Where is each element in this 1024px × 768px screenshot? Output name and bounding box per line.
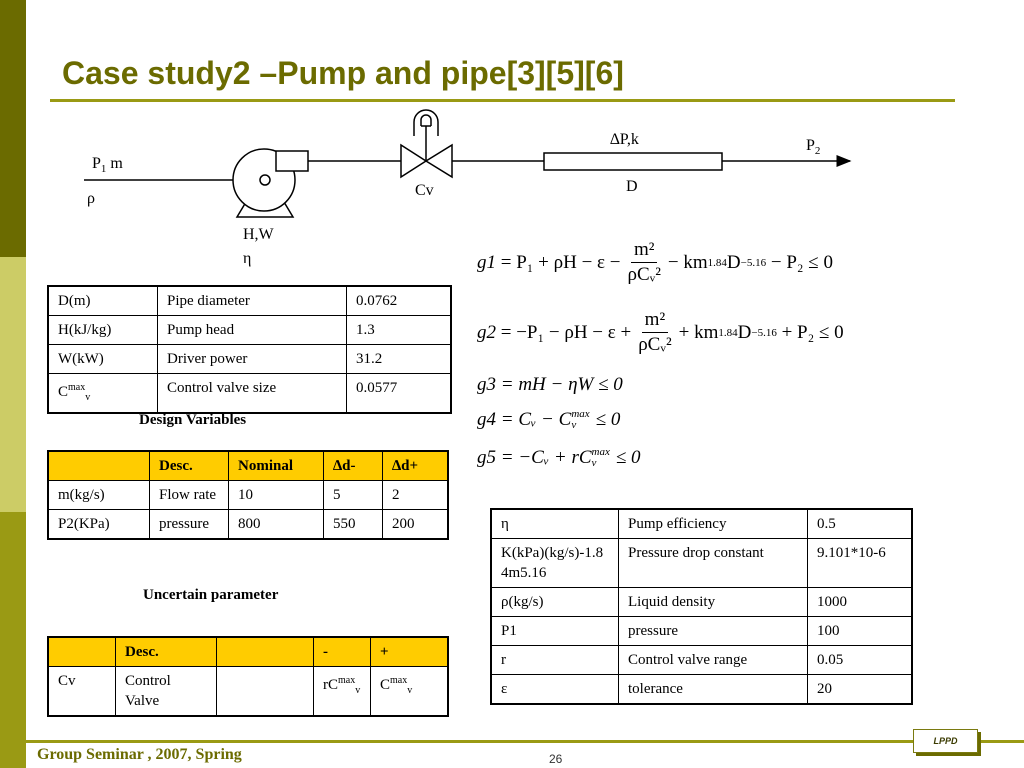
table-cell: Pipe diameter bbox=[158, 286, 347, 316]
table-row bbox=[491, 617, 912, 646]
equation-g3: g3 = mH − ηW ≤ 0 bbox=[477, 374, 623, 395]
pipe-segment bbox=[544, 153, 722, 170]
table-cell: 9.101*10-6 bbox=[808, 539, 913, 588]
table-cell: Driver power bbox=[158, 345, 347, 374]
page-number: 26 bbox=[549, 752, 563, 766]
slide-title: Case study2 –Pump and pipe[3][5][6] bbox=[62, 55, 624, 91]
table-header-cell: Nominal bbox=[229, 451, 324, 481]
table-cell: 10 bbox=[229, 481, 324, 510]
table-cell: tolerance bbox=[619, 675, 808, 705]
table-cell: 0.05 bbox=[808, 646, 913, 675]
table-cell: m(kg/s) bbox=[48, 481, 150, 510]
table-row bbox=[491, 588, 912, 617]
table-cell: 0.0577 bbox=[347, 374, 452, 414]
table-cell: Control valve range bbox=[619, 646, 808, 675]
table-cell: P1 bbox=[491, 617, 619, 646]
table-cell: W(kW) bbox=[48, 345, 158, 374]
eta-label: η bbox=[243, 250, 252, 267]
table-header-cell: ∆d+ bbox=[383, 451, 449, 481]
design-variables-caption: Design Variables bbox=[139, 412, 247, 428]
table-cell: Cv bbox=[48, 667, 116, 717]
parameter-table bbox=[490, 508, 913, 705]
table-cell: ρ(kg/s) bbox=[491, 588, 619, 617]
table-cell: ε bbox=[491, 675, 619, 705]
equation-g5: g5 = −Cᵥ + rC max v ≤ 0 bbox=[477, 446, 641, 469]
table-header-row bbox=[48, 451, 448, 481]
pipe-d-label: D bbox=[626, 178, 638, 195]
table-cell: Flow rate bbox=[150, 481, 229, 510]
table-cell: K(kPa)(kg/s)-1.84m5.16 bbox=[491, 539, 619, 588]
table-header-cell: Desc. bbox=[150, 451, 229, 481]
table-row bbox=[491, 675, 912, 705]
table-row bbox=[48, 374, 451, 414]
table-cell: Control Valve bbox=[116, 667, 217, 717]
table-header-cell: - bbox=[314, 637, 371, 667]
table-cell: Pressure drop constant bbox=[619, 539, 808, 588]
table-cell: 2 bbox=[383, 481, 449, 510]
table-row bbox=[48, 481, 448, 510]
table-header-cell: + bbox=[371, 637, 449, 667]
table-cell bbox=[217, 667, 314, 717]
design-variables-table bbox=[47, 285, 452, 414]
table-cell: Liquid density bbox=[619, 588, 808, 617]
lppd-logo: LPPD bbox=[913, 729, 978, 753]
table-cell: D(m) bbox=[48, 286, 158, 316]
p2-label: $P_2$ bbox=[806, 137, 821, 158]
table-cell: $rC^{max}_v$ bbox=[314, 667, 371, 717]
table-row bbox=[48, 667, 448, 717]
table-row bbox=[48, 286, 451, 316]
table-cell: 1.3 bbox=[347, 316, 452, 345]
equation-g1: g1 = P₁ + ρH − ε − $\frac{\text{m²}}{\text{ρCᵥ²}}$ − km 1.84 D −5.16 − P₂ ≤ 0 bbox=[477, 239, 833, 285]
table-header-row bbox=[48, 637, 448, 667]
hw-label: H,W bbox=[243, 226, 274, 243]
table-header-cell: ∆d- bbox=[324, 451, 383, 481]
table-cell: 200 bbox=[383, 510, 449, 540]
p1-m-label: $P_1$ m bbox=[92, 155, 123, 176]
table-cell: P2(KPa) bbox=[48, 510, 150, 540]
table-cell: 100 bbox=[808, 617, 913, 646]
rho-label: ρ bbox=[87, 190, 95, 207]
table-cell: r bbox=[491, 646, 619, 675]
table-cell: pressure bbox=[619, 617, 808, 646]
table-cell: $C^{max}_v$ bbox=[371, 667, 449, 717]
table-row bbox=[48, 345, 451, 374]
table-row bbox=[48, 510, 448, 540]
table-cell: 0.5 bbox=[808, 509, 913, 539]
pump-icon bbox=[233, 149, 308, 217]
table-cell: 20 bbox=[808, 675, 913, 705]
control-valve-table bbox=[47, 636, 449, 717]
table-row bbox=[491, 509, 912, 539]
table-cell: 1000 bbox=[808, 588, 913, 617]
uncertain-parameter-caption: Uncertain parameter bbox=[143, 587, 279, 603]
control-valve-icon bbox=[401, 110, 452, 177]
table-cell: H(kJ/kg) bbox=[48, 316, 158, 345]
table-row bbox=[48, 316, 451, 345]
table-cell: 0.0762 bbox=[347, 286, 452, 316]
footer-text: Group Seminar , 2007, Spring bbox=[37, 746, 242, 763]
table-cell: η bbox=[491, 509, 619, 539]
table-cell: 550 bbox=[324, 510, 383, 540]
table-header-cell bbox=[217, 637, 314, 667]
table-cell: Pump efficiency bbox=[619, 509, 808, 539]
equation-g2: g2 = −P₁ − ρH − ε + $\frac{\text{m²}}{\text{ρCᵥ²}}$ + km 1.84 D −5.16 + P₂ ≤ 0 bbox=[477, 309, 844, 355]
footer-rule bbox=[26, 740, 1024, 743]
table-row bbox=[491, 539, 912, 588]
uncertain-parameter-table bbox=[47, 450, 449, 540]
table-header-cell bbox=[48, 637, 116, 667]
table-cell: pressure bbox=[150, 510, 229, 540]
table-cell: 5 bbox=[324, 481, 383, 510]
table-cell: $C^{max}_v$ bbox=[48, 374, 158, 414]
table-header-cell: Desc. bbox=[116, 637, 217, 667]
sidebar-band-mid bbox=[0, 512, 26, 768]
table-cell: Control valve size bbox=[158, 374, 347, 414]
table-cell: 31.2 bbox=[347, 345, 452, 374]
equation-g4: g4 = Cᵥ − C max v ≤ 0 bbox=[477, 408, 621, 431]
cv-label: Cv bbox=[415, 182, 434, 199]
table-row bbox=[491, 646, 912, 675]
table-cell: 800 bbox=[229, 510, 324, 540]
table-header-cell bbox=[48, 451, 150, 481]
table-cell: Pump head bbox=[158, 316, 347, 345]
dp-k-label: ∆P,k bbox=[610, 131, 639, 148]
